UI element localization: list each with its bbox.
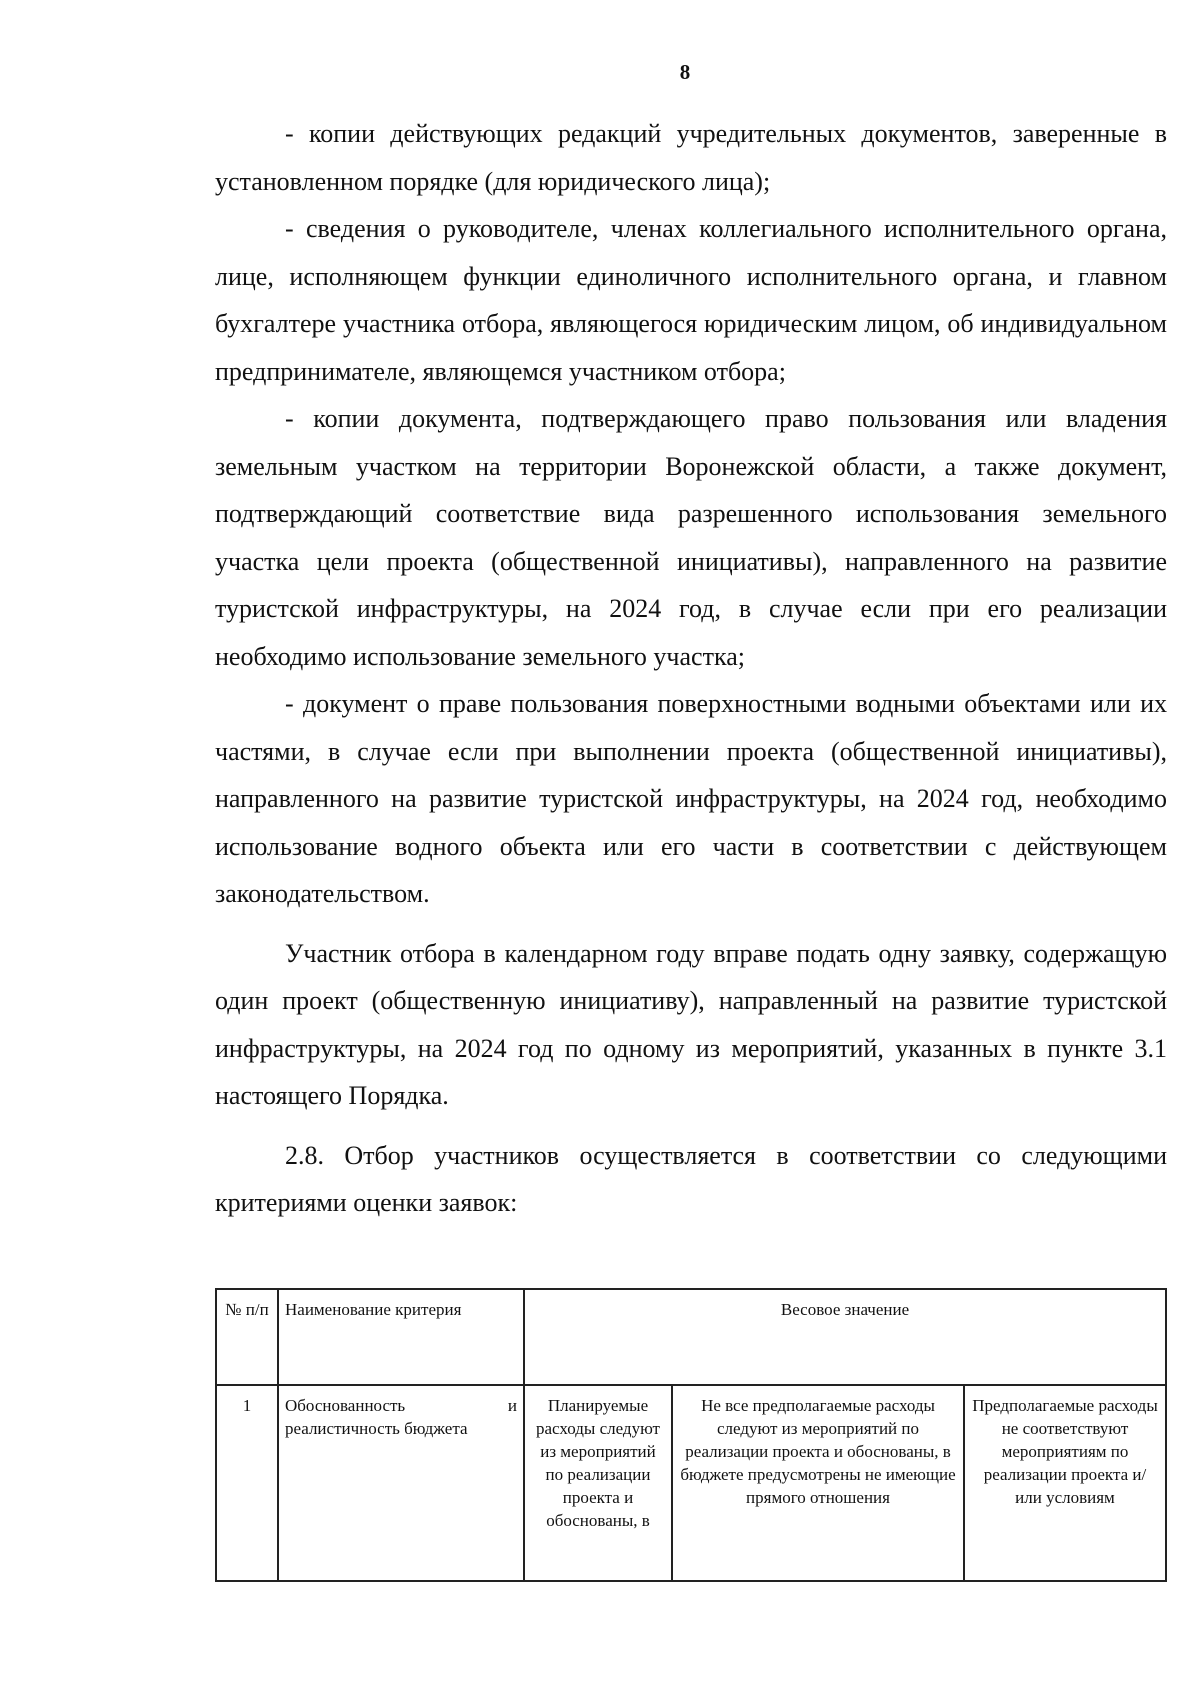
row-weight-option-2: Не все предполагаемые расходы следуют из мероприятий по реализации проекта и обоснованы, в бюджете предусмотрены не имеющие прямого отношения: [672, 1385, 964, 1581]
document-body: [215, 110, 1167, 1227]
row-weight-option-3: Предполагаемые расходы не соответствуют мероприятиям по реализации проекта и/или условиям: [964, 1385, 1166, 1581]
paragraph-land-rights: - копии документа, подтверждающего право пользования или владения земельным участком на территории Воронежской области, а также документ, подтверждающий соответствие вида разрешенного использования земельного участка цели проекта (общественной инициативы), направленного на развитие туристской инфраструктуры, на 2024 год, в случае если при его реализации необходимо использование земельного участка;: [215, 404, 1167, 671]
row-criterion-name: Обоснованность и реалистичность бюджета: [278, 1385, 524, 1581]
paragraph-management-info: - сведения о руководителе, членах коллегиального исполнительного органа, лице, исполняющем функции единоличного исполнительного органа, и главном бухгалтере участника отбора, являющегося юридическим лицом, об индивидуальном предпринимателе, являющемся участником отбора;: [215, 214, 1167, 386]
header-weight: Весовое значение: [524, 1289, 1166, 1385]
header-number: № п/п: [216, 1289, 278, 1385]
criteria-table: [215, 1288, 1167, 1582]
row-weight-option-1: Планируемые расходы следуют из мероприятий по реализации проекта и обоснованы, в: [524, 1385, 672, 1581]
paragraph-water-rights: - документ о праве пользования поверхностными водными объектами или их частями, в случае если при выполнении проекта (общественной инициативы), направленного на развитие туристской инфраструктуры, на 2024 год, необходимо использование водного объекта или его части в соответствии с действующем законодательством.: [215, 689, 1167, 908]
paragraph-selection-criteria: 2.8. Отбор участников осуществляется в соответствии со следующими критериями оценки заявок:: [215, 1140, 1167, 1217]
row-number: 1: [216, 1385, 278, 1581]
paragraph-application-limit: Участник отбора в календарном году вправе подать одну заявку, содержащую один проект (общественную инициативу), направленный на развитие туристской инфраструктуры, на 2024 год по одному из мероприятий, указанных в пункте 3.1 настоящего Порядка.: [215, 938, 1167, 1110]
paragraph-founding-documents: - копии действующих редакций учредительных документов, заверенные в установленном порядке (для юридического лица);: [215, 119, 1167, 196]
header-criterion-name: Наименование критерия: [278, 1289, 524, 1385]
page-number: 8: [679, 60, 691, 84]
table-header-row: [216, 1289, 1166, 1385]
table-row: [216, 1385, 1166, 1581]
